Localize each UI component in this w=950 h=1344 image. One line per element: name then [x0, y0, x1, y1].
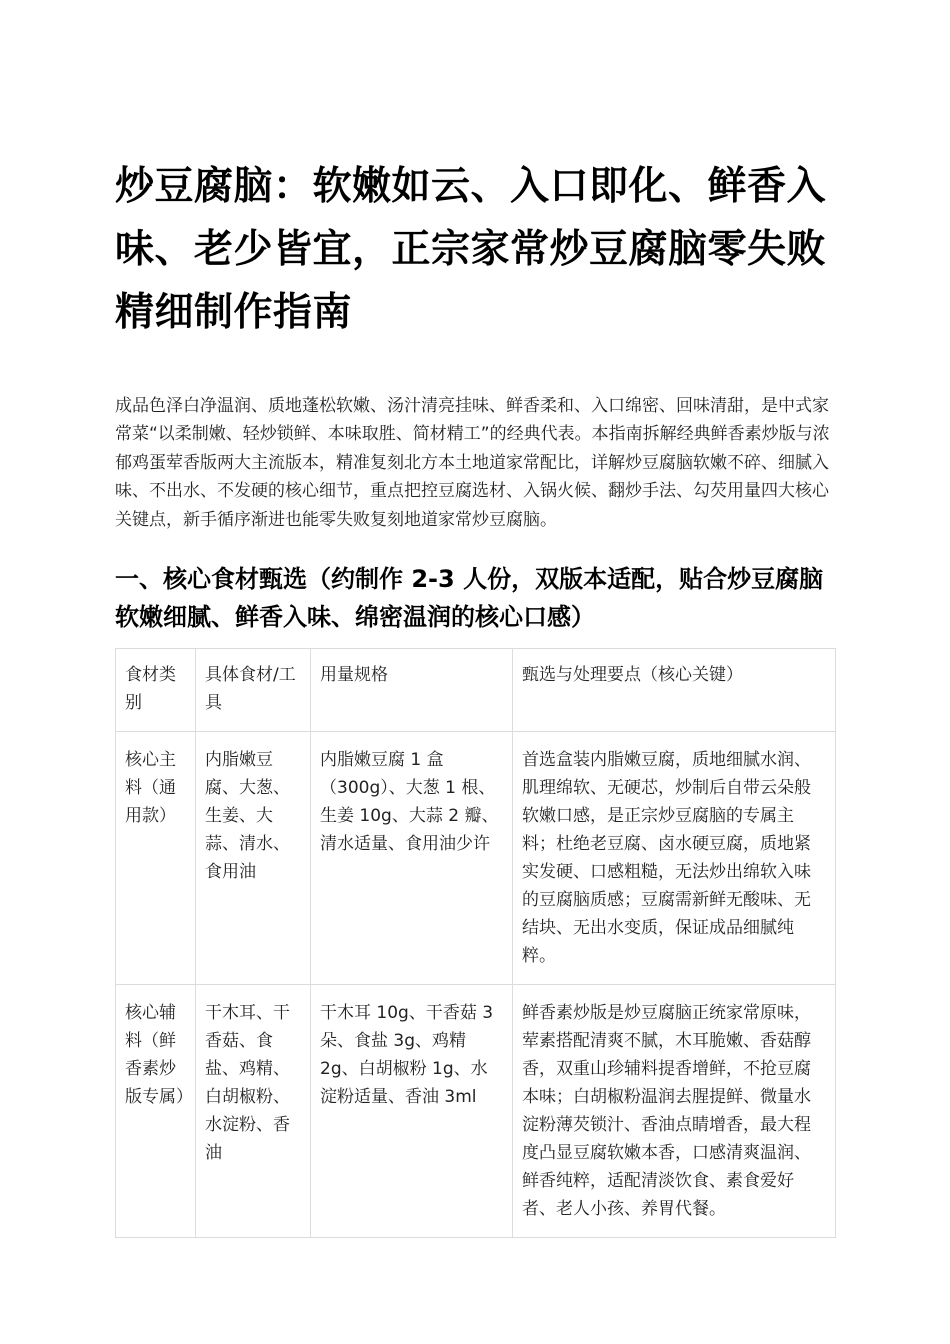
document-title: 炒豆腐脑：软嫩如云、入口即化、鲜香入味、老少皆宜，正宗家常炒豆腐脑零失败精细制作指南 [115, 164, 827, 335]
cell-category: 核心主料（通用款） [116, 732, 196, 985]
cell-notes: 鲜香素炒版是炒豆腐脑正统家常原味，荤素搭配清爽不腻，木耳脆嫩、香菇醇香，双重山珍辅料提香增鲜，不抢豆腐本味；白胡椒粉温润去腥提鲜、微量水淀粉薄芡锁汁、香油点睛增香，最大程度凸显豆腐软嫩本香，口感清爽温润、鲜香纯粹，适配清淡饮食、素食爱好者、老人小孩、养胃代餐。 [513, 985, 836, 1238]
table-row [116, 985, 836, 1238]
cell-amount: 干木耳 10g、干香菇 3 朵、食盐 3g、鸡精 2g、白胡椒粉 1g、水淀粉适量、香油 3ml [311, 985, 513, 1238]
cell-amount: 内脂嫩豆腐 1 盒（300g）、大葱 1 根、生姜 10g、大蒜 2 瓣、清水适量、食用油少许 [311, 732, 513, 985]
header-items: 具体食材/工具 [196, 649, 311, 732]
section-heading: 一、核心食材甄选（约制作 2-3 人份，双版本适配，贴合炒豆腐脑软嫩细腻、鲜香入味、绵密温润的核心口感） [115, 565, 824, 632]
table-row [116, 732, 836, 985]
ingredients-table [115, 648, 836, 1238]
intro-paragraph: 成品色泽白净温润、质地蓬松软嫩、汤汁清亮挂味、鲜香柔和、入口绵密、回味清甜，是中式家常菜“以柔制嫩、轻炒锁鲜、本味取胜、简材精工”的经典代表。本指南拆解经典鲜香素炒版与浓郁鸡蛋荤香版两大主流版本，精准复刻北方本土地道家常配比，详解炒豆腐脑软嫩不碎、细腻入味、不出水、不发硬的核心细节，重点把控豆腐选材、入锅火候、翻炒手法、勾芡用量四大核心关键点，新手循序渐进也能零失败复刻地道家常炒豆腐脑。 [115, 396, 830, 530]
cell-items: 干木耳、干香菇、食盐、鸡精、白胡椒粉、水淀粉、香油 [196, 985, 311, 1238]
header-category: 食材类别 [116, 649, 196, 732]
cell-notes: 首选盒装内脂嫩豆腐，质地细腻水润、肌理绵软、无硬芯，炒制后自带云朵般软嫩口感，是正宗炒豆腐脑的专属主料；杜绝老豆腐、卤水硬豆腐，质地紧实发硬、口感粗糙，无法炒出绵软入味的豆腐脑质感；豆腐需新鲜无酸味、无结块、无出水变质，保证成品细腻纯粹。 [513, 732, 836, 985]
cell-items: 内脂嫩豆腐、大葱、生姜、大蒜、清水、食用油 [196, 732, 311, 985]
header-notes: 甄选与处理要点（核心关键） [513, 649, 836, 732]
table-header-row [116, 649, 836, 732]
cell-category: 核心辅料（鲜香素炒版专属） [116, 985, 196, 1238]
document-page [115, 155, 835, 1238]
header-amount: 用量规格 [311, 649, 513, 732]
